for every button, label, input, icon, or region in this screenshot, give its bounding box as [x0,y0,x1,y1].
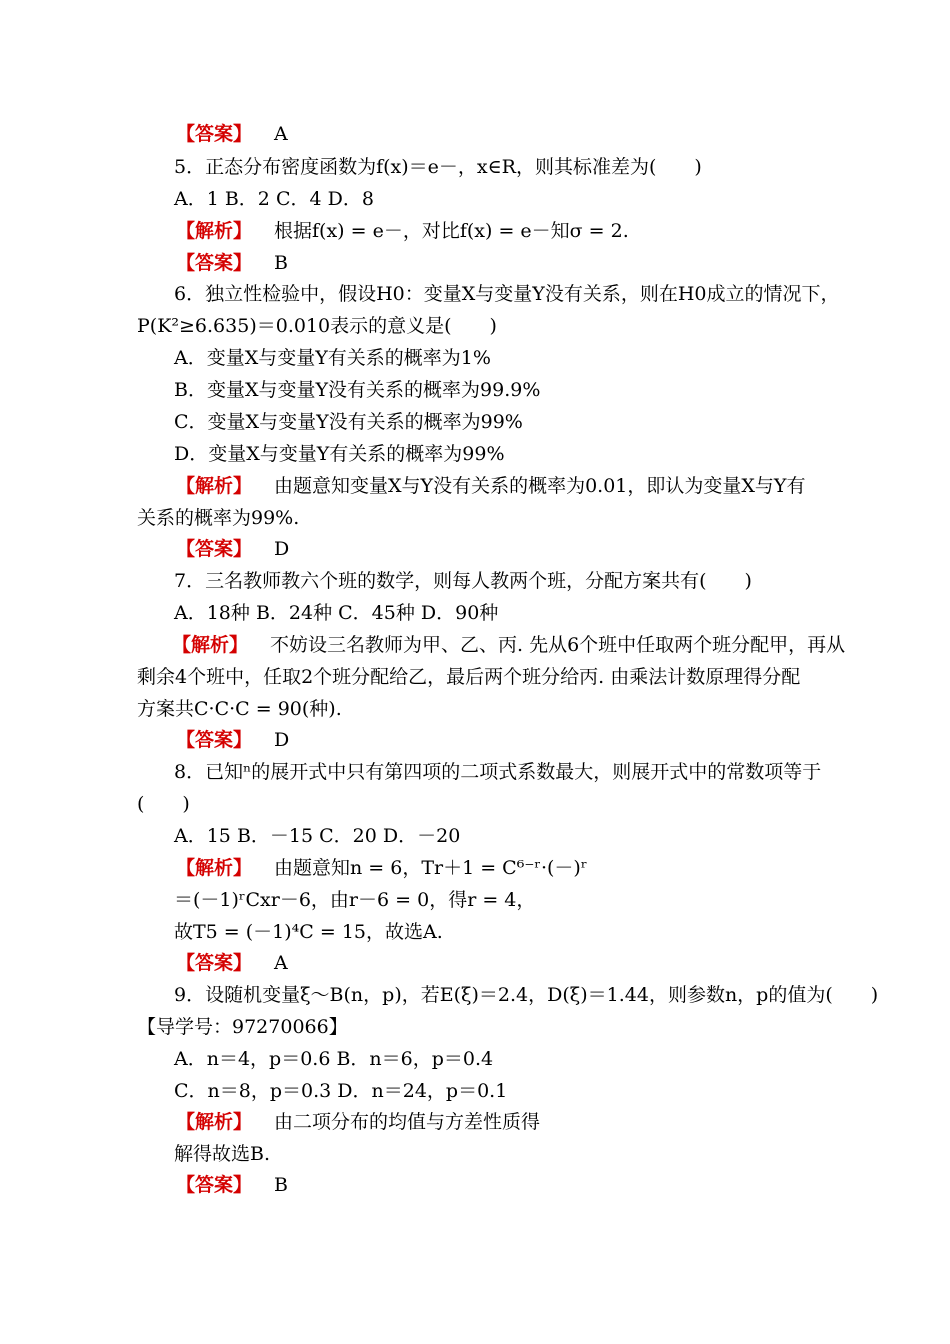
answer-tag: 【答案】 [176,538,253,560]
question-8: 8．已知ⁿ的展开式中只有第四项的二项式系数最大，则展开式中的常数项等于 [174,761,822,783]
options-8: A．15 B．－15 C．20 D．－20 [174,825,461,847]
analysis-line [176,856,587,880]
analysis-line [176,474,805,498]
analysis-text: 不妨设三名教师为甲、乙、丙. 先从6个班中任取两个班分配甲，再从 [270,634,846,656]
question-6: 6．独立性检验中，假设H0：变量X与变量Y没有关系，则在H0成立的情况下， [174,283,840,305]
guide-number: 【导学号：97270066】 [137,1016,348,1038]
option-6d: D．变量X与变量Y有关系的概率为99% [174,443,505,465]
options-7: A．18种 B．24种 C．45种 D．90种 [174,602,499,624]
analysis-cont: 故T5 = (－1)⁴C = 15，故选A. [174,921,443,943]
answer-value: A [274,952,288,974]
analysis-text: 根据f(x) = e－，对比f(x) = e－知σ = 2. [274,220,629,242]
answer-value: A [274,123,288,145]
question-7: 7．三名教师教六个班的数学，则每人教两个班，分配方案共有( ) [174,570,752,592]
answer-line [176,251,288,275]
answer-value: B [274,252,288,274]
analysis-cont: 方案共C·C·C = 90(种). [137,698,342,720]
analysis-cont: 解得故选B. [174,1143,271,1165]
analysis-cont: 关系的概率为99%. [137,507,300,529]
analysis-tag: 【解析】 [176,1111,253,1133]
analysis-tag: 【解析】 [176,220,253,242]
answer-value: D [274,538,290,560]
options-5: A．1 B．2 C．4 D．8 [174,188,374,210]
answer-line [176,728,289,752]
answer-tag: 【答案】 [176,952,253,974]
options-9ab: A．n＝4，p＝0.6 B．n＝6，p＝0.4 [174,1048,494,1070]
analysis-line [176,219,629,243]
question-5: 5．正态分布密度函数为f(x)＝e－，x∈R，则其标准差为( ) [174,156,702,178]
question-8-cont: ( ) [137,793,190,815]
answer-value: B [274,1174,288,1196]
option-6a: A．变量X与变量Y有关系的概率为1% [174,347,491,369]
option-6b: B．变量X与变量Y没有关系的概率为99.9% [174,379,541,401]
analysis-text: 由题意知变量X与Y没有关系的概率为0.01，即认为变量X与Y有 [274,475,806,497]
analysis-cont: ＝(－1)ʳCxr－6，由r－6 = 0，得r = 4， [174,889,536,911]
answer-tag: 【答案】 [176,1174,253,1196]
options-9cd: C．n＝8，p＝0.3 D．n＝24，p＝0.1 [174,1080,508,1102]
question-9: 9．设随机变量ξ～B(n，p)，若E(ξ)＝2.4，D(ξ)＝1.44，则参数n，p的值为( ) [174,984,879,1006]
answer-line [176,122,288,146]
answer-tag: 【答案】 [176,123,253,145]
analysis-cont: 剩余4个班中，任取2个班分配给乙，最后两个班分给丙. 由乘法计数原理得分配 [137,666,801,688]
answer-value: D [274,729,290,751]
question-6-cont: P(K²≥6.635)＝0.010表示的意义是( ) [137,315,497,337]
analysis-tag: 【解析】 [176,475,253,497]
analysis-text: 由二项分布的均值与方差性质得 [274,1111,541,1133]
answer-line [176,951,288,975]
answer-line [176,537,289,561]
analysis-line [176,1110,540,1134]
analysis-text: 由题意知n = 6，Tr＋1 = C⁶⁻ʳ·(－)ʳ [274,857,588,879]
answer-line [176,1173,288,1197]
analysis-line [172,633,845,657]
answer-tag: 【答案】 [176,252,253,274]
option-6c: C．变量X与变量Y没有关系的概率为99% [174,411,523,433]
analysis-tag: 【解析】 [172,634,249,656]
analysis-tag: 【解析】 [176,857,253,879]
answer-tag: 【答案】 [176,729,253,751]
